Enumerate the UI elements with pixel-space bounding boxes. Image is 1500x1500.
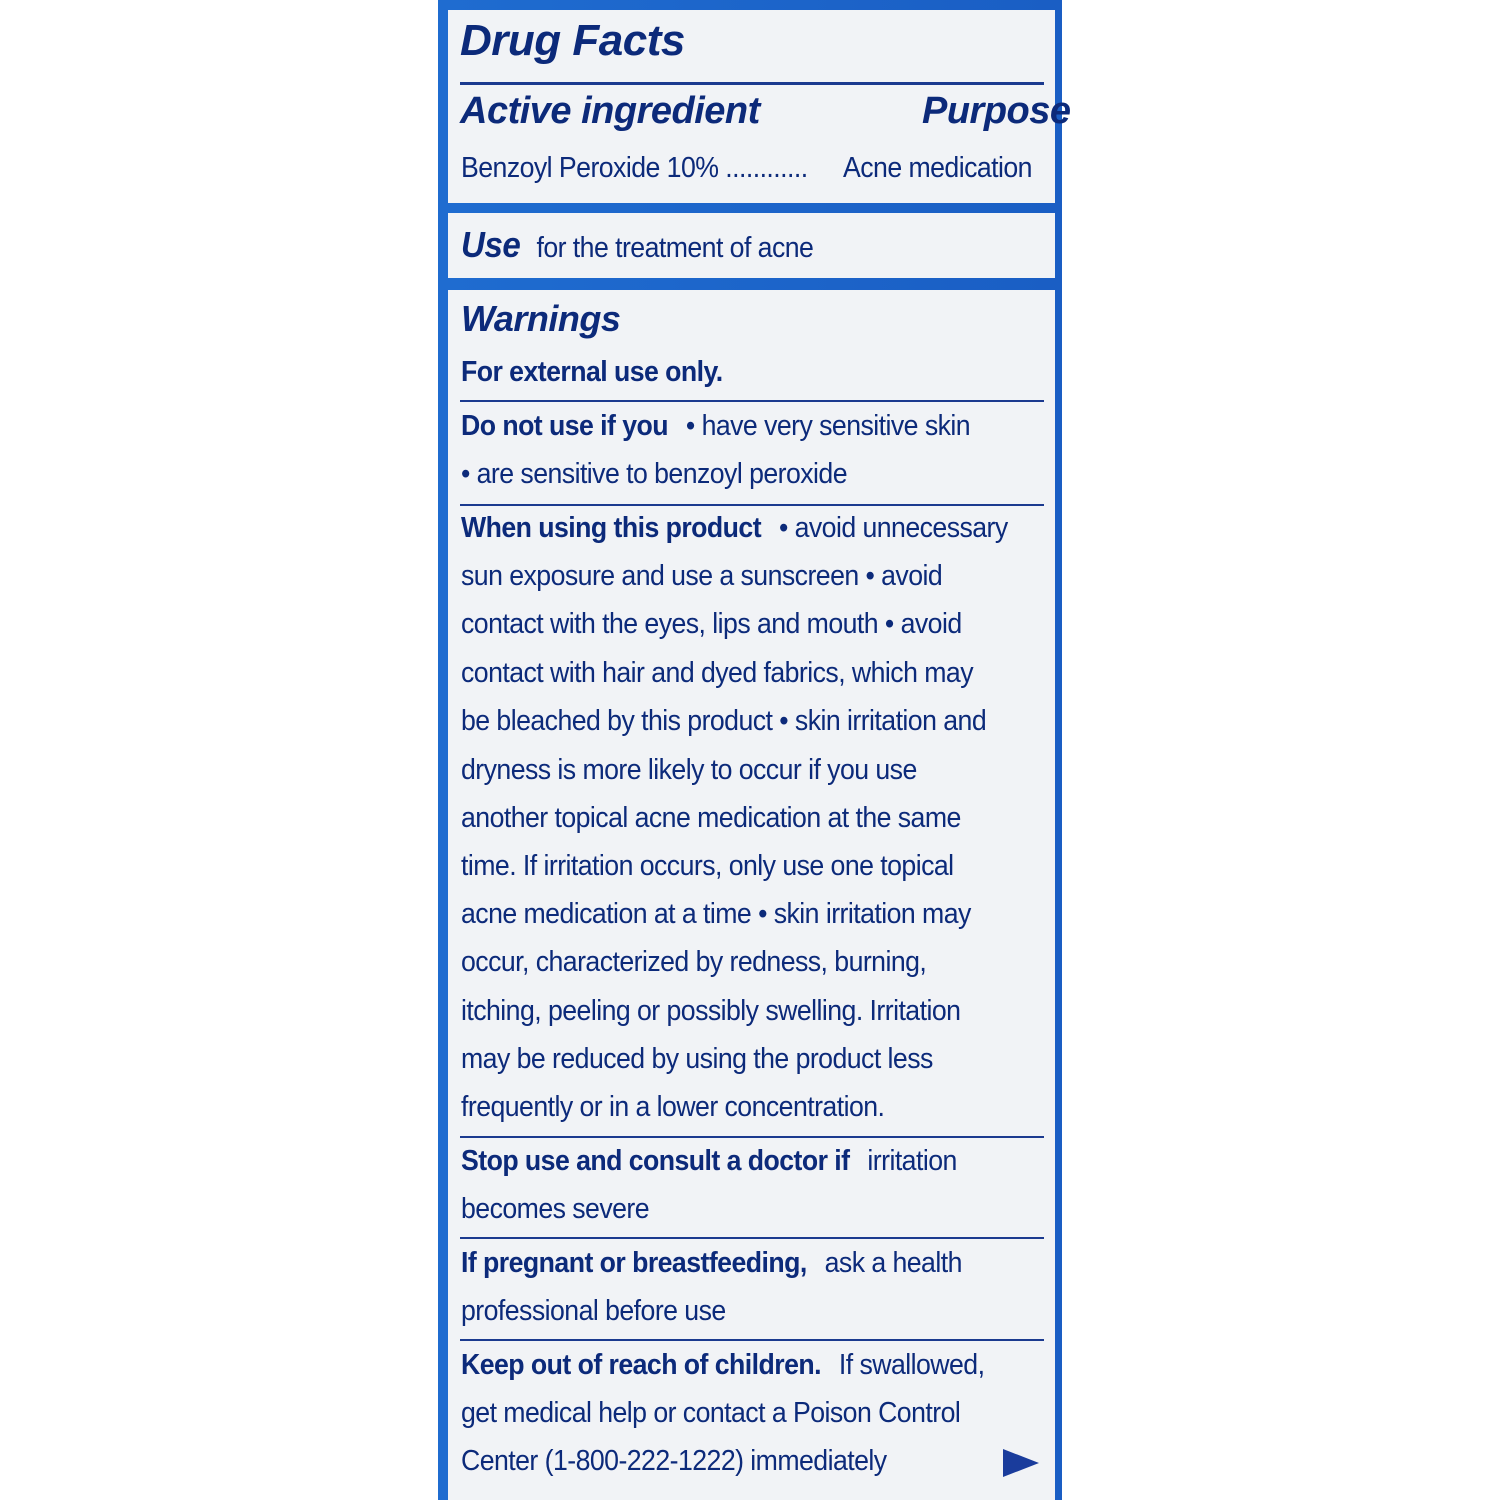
when-using-line: itching, peeling or possibly swelling. Irritation bbox=[461, 995, 961, 1027]
use-text: for the treatment of acne bbox=[536, 232, 814, 264]
do-not-use-line-2: • are sensitive to benzoyl peroxide bbox=[461, 458, 848, 490]
when-using-line: sun exposure and use a sunscreen • avoid bbox=[461, 560, 943, 592]
rule-2 bbox=[460, 504, 1044, 506]
use-heading: Use bbox=[461, 224, 521, 265]
when-using-rest: • avoid unnecessary bbox=[778, 512, 1008, 544]
title-rule bbox=[460, 82, 1044, 85]
rule-5 bbox=[460, 1339, 1044, 1341]
when-using-line: occur, characterized by redness, burning, bbox=[461, 946, 927, 978]
right-arrow-icon bbox=[1003, 1449, 1039, 1477]
when-using-lead: When using this product bbox=[461, 512, 762, 544]
keep-out-line-1 bbox=[461, 1349, 984, 1382]
external-use-text: For external use only. bbox=[461, 356, 723, 388]
keep-out-rest: If swallowed, bbox=[838, 1349, 985, 1381]
do-not-use-rest: • have very sensitive skin bbox=[685, 410, 971, 442]
do-not-use-lead: Do not use if you bbox=[461, 410, 669, 442]
ingredient-text: Benzoyl Peroxide 10% ............ bbox=[461, 152, 808, 184]
ingredient-line bbox=[461, 152, 808, 185]
purpose-text: Acne medication bbox=[843, 152, 1032, 184]
active-ingredient-heading: Active ingredient bbox=[460, 90, 760, 132]
pregnant-line-2: professional before use bbox=[461, 1295, 726, 1327]
keep-out-line-2: get medical help or contact a Poison Control bbox=[461, 1397, 961, 1429]
stop-use-rest: irritation bbox=[867, 1145, 957, 1177]
use-line bbox=[461, 224, 813, 266]
when-using-line: another topical acne medication at the same bbox=[461, 802, 961, 834]
purpose-heading: Purpose bbox=[922, 90, 1071, 132]
when-using-line-1 bbox=[461, 512, 1008, 545]
keep-out-lead: Keep out of reach of children. bbox=[461, 1349, 821, 1381]
rule-4 bbox=[460, 1237, 1044, 1239]
rule-3 bbox=[460, 1136, 1044, 1138]
when-using-line: may be reduced by using the product less bbox=[461, 1043, 933, 1075]
keep-out-line-3: Center (1-800-222-1222) immediately bbox=[461, 1445, 887, 1477]
when-using-line: time. If irritation occurs, only use one topical bbox=[461, 850, 954, 882]
pregnant-lead: If pregnant or breastfeeding, bbox=[461, 1247, 807, 1279]
rule-1 bbox=[460, 400, 1044, 402]
pregnant-rest: ask a health bbox=[824, 1247, 962, 1279]
do-not-use-line-1 bbox=[461, 410, 970, 443]
pregnant-line-1 bbox=[461, 1247, 962, 1280]
stop-use-lead: Stop use and consult a doctor if bbox=[461, 1145, 850, 1177]
stop-use-line-2: becomes severe bbox=[461, 1193, 650, 1225]
when-using-line: contact with the eyes, lips and mouth • avoid bbox=[461, 608, 962, 640]
purpose-line bbox=[843, 152, 1032, 185]
drug-facts-title: Drug Facts bbox=[460, 16, 685, 65]
stop-use-line-1 bbox=[461, 1145, 957, 1178]
when-using-line: acne medication at a time • skin irritation may bbox=[461, 898, 971, 930]
when-using-line: be bleached by this product • skin irritation and bbox=[461, 705, 987, 737]
warnings-heading: Warnings bbox=[461, 298, 621, 339]
when-using-line: frequently or in a lower concentration. bbox=[461, 1091, 885, 1123]
when-using-line: dryness is more likely to occur if you use bbox=[461, 754, 917, 786]
when-using-line: contact with hair and dyed fabrics, which may bbox=[461, 657, 973, 689]
